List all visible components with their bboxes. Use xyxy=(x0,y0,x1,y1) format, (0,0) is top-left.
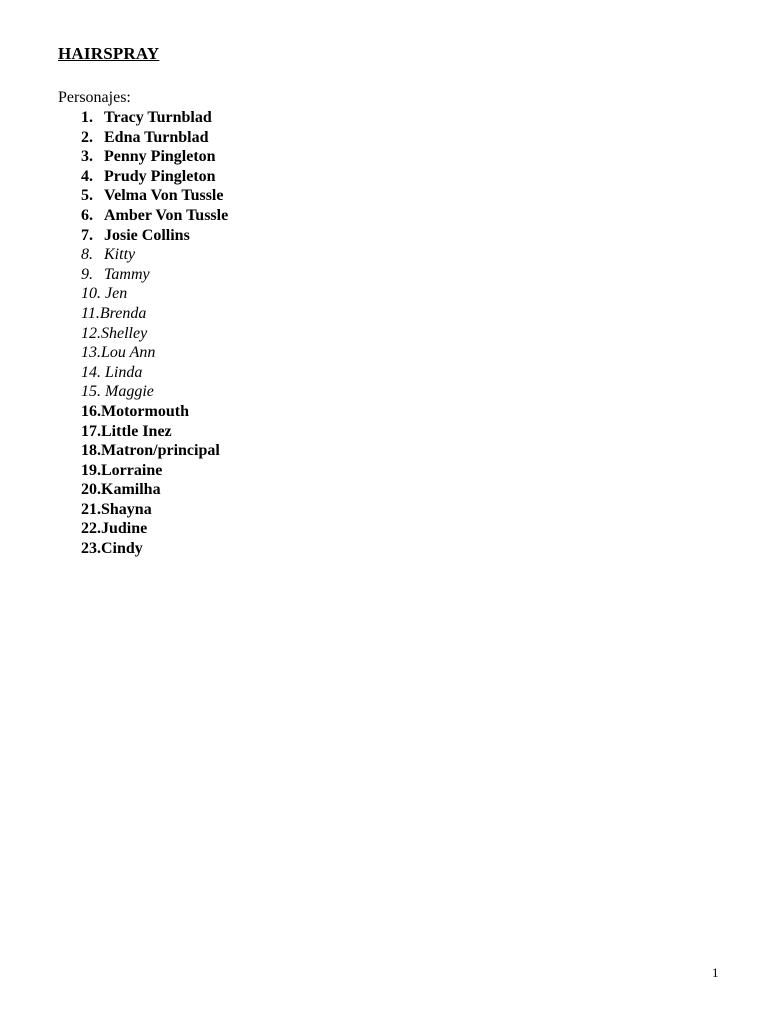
character-name: Lou Ann xyxy=(101,344,156,362)
character-item xyxy=(81,422,228,442)
character-item xyxy=(81,128,228,148)
character-item xyxy=(81,147,228,167)
character-number: 6. xyxy=(81,206,93,224)
character-number: 5. xyxy=(81,187,93,205)
character-name: Matron/principal xyxy=(101,442,220,460)
character-item xyxy=(81,402,228,422)
character-number: 17. xyxy=(81,422,101,440)
character-number: 13. xyxy=(81,344,101,362)
character-number: 23. xyxy=(81,540,101,558)
character-name: Lorraine xyxy=(101,461,163,479)
character-name: Motormouth xyxy=(101,402,189,420)
character-number: 12. xyxy=(81,324,101,342)
character-item xyxy=(81,206,228,226)
character-item xyxy=(81,539,228,559)
page-number: 1 xyxy=(712,965,719,980)
character-number: 10. xyxy=(81,285,101,303)
character-number: 4. xyxy=(81,167,93,185)
character-name: Cindy xyxy=(101,540,143,558)
character-name: Kitty xyxy=(104,246,136,264)
character-number: 11. xyxy=(81,304,100,322)
character-name: Edna Turnblad xyxy=(104,128,209,146)
character-number: 2. xyxy=(81,128,93,146)
character-number: 16. xyxy=(81,402,101,420)
character-item xyxy=(81,363,228,383)
character-item xyxy=(81,519,228,539)
character-name: Kamilha xyxy=(101,481,161,499)
character-number: 19. xyxy=(81,461,101,479)
character-number: 22. xyxy=(81,520,101,538)
character-name: Linda xyxy=(101,363,143,381)
character-number: 1. xyxy=(81,109,93,126)
character-item xyxy=(81,480,228,500)
character-number: 3. xyxy=(81,148,93,166)
character-name: Tammy xyxy=(104,265,150,283)
character-name: Velma Von Tussle xyxy=(104,187,224,205)
character-number: 8. xyxy=(81,246,93,264)
character-number: 14. xyxy=(81,363,101,381)
character-item xyxy=(81,441,228,461)
character-item xyxy=(81,461,228,481)
character-item xyxy=(81,343,228,363)
character-item xyxy=(81,245,228,265)
character-name: Judine xyxy=(101,520,148,538)
character-name: Tracy Turnblad xyxy=(104,109,212,126)
character-item xyxy=(81,108,228,128)
section-label: Personajes: xyxy=(58,89,131,106)
character-name: Little Inez xyxy=(101,422,172,440)
character-name: Penny Pingleton xyxy=(104,148,216,166)
document-title: HAIRSPRAY xyxy=(58,44,160,63)
character-item xyxy=(81,186,228,206)
character-item xyxy=(81,284,228,304)
character-name: Josie Collins xyxy=(104,226,190,244)
character-item xyxy=(81,265,228,285)
character-item xyxy=(81,324,228,344)
character-number: 15. xyxy=(81,383,101,401)
character-item xyxy=(81,167,228,187)
character-item xyxy=(81,226,228,246)
character-list xyxy=(81,108,228,559)
character-number: 7. xyxy=(81,226,93,244)
character-item xyxy=(81,304,228,324)
character-name: Amber Von Tussle xyxy=(104,206,229,224)
character-item xyxy=(81,382,228,402)
character-name: Prudy Pingleton xyxy=(104,167,216,185)
character-name: Jen xyxy=(101,285,128,303)
character-item xyxy=(81,500,228,520)
character-name: Shelley xyxy=(101,324,148,342)
character-number: 21. xyxy=(81,500,101,518)
character-number: 18. xyxy=(81,442,101,460)
character-name: Maggie xyxy=(101,383,154,401)
character-number: 9. xyxy=(81,265,93,283)
character-name: Brenda xyxy=(99,304,147,322)
character-name: Shayna xyxy=(101,500,152,518)
character-number: 20. xyxy=(81,481,101,499)
